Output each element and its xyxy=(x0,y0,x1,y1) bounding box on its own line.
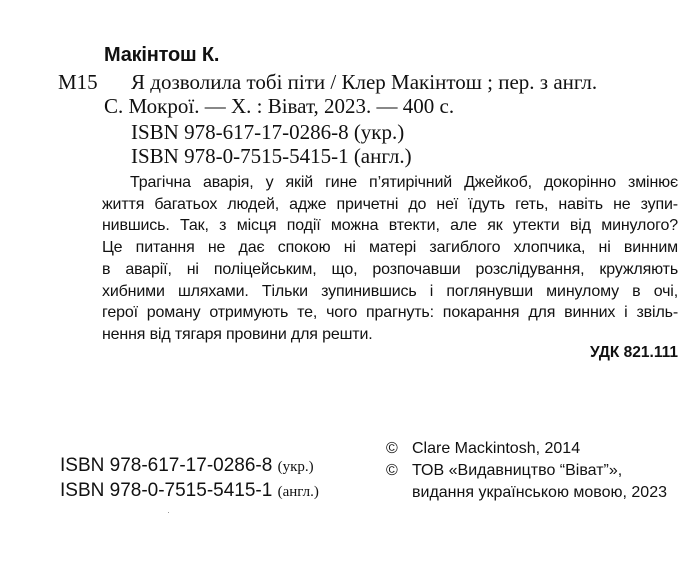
annotation-line: життя багатьох людей, адже причетні до неї їдуть геть, навіть не зупи- xyxy=(102,195,678,213)
copyright-author xyxy=(386,440,580,458)
isbn-eng-top: ISBN 978-0-7515-5415-1 (англ.) xyxy=(131,144,412,168)
copyright-edition: видання українською мовою, 2023 xyxy=(412,484,667,501)
annotation-line: в аварії, ні поліцейським, що, розпочавши розслідування, кружляють xyxy=(102,260,678,278)
annotation-line: нившись. Так, з місця події можна втекти, але як утекти від минулого? xyxy=(102,217,678,235)
isbn-language: (укр.) xyxy=(277,459,314,475)
annotation-line: Трагічна аварія, у якій гине п’ятирічний Джейкоб, докорінно змінює xyxy=(130,174,678,191)
isbn-eng-bottom xyxy=(60,480,319,502)
annotation-line: хибними шляхами. Тільки зупинившись і поглянувши минулому в очі, xyxy=(102,282,678,300)
annotation xyxy=(102,172,678,346)
isbn-ukr-bottom xyxy=(60,455,314,477)
bibliographic-line-2: С. Мокрої. — Х. : Віват, 2023. — 400 с. xyxy=(104,94,455,118)
author-sign-code: М15 xyxy=(58,70,98,94)
bibliographic-line-1: Я дозволила тобі піти / Клер Макінтош ; пер. з англ. xyxy=(131,70,598,94)
copyright-publisher xyxy=(386,462,622,480)
copyright-icon: © xyxy=(386,440,398,457)
annotation-line: нення від тягаря провини для решти. xyxy=(102,325,373,343)
copyright-icon: © xyxy=(386,462,398,479)
isbn-ukr-top: ISBN 978-617-17-0286-8 (укр.) xyxy=(131,120,405,144)
isbn-language: (англ.) xyxy=(277,484,319,500)
print-speck xyxy=(168,512,169,513)
udk-code: УДК 821.111 xyxy=(590,344,678,361)
annotation-line: герої роману отримують те, чого прагнуть: покарання для винних і звіль- xyxy=(102,304,678,322)
copyright-author-text: Clare Mackintosh, 2014 xyxy=(412,440,581,457)
author-heading: Макінтош К. xyxy=(104,44,220,66)
copyright-publisher-text: ТОВ «Видавництво “Віват”», xyxy=(412,462,623,479)
annotation-line: Це питання не дає спокою ні матері загиблого хлопчика, ні винним xyxy=(102,239,678,257)
isbn-number: ISBN 978-617-17-0286-8 xyxy=(60,455,273,476)
isbn-number: ISBN 978-0-7515-5415-1 xyxy=(60,480,273,501)
